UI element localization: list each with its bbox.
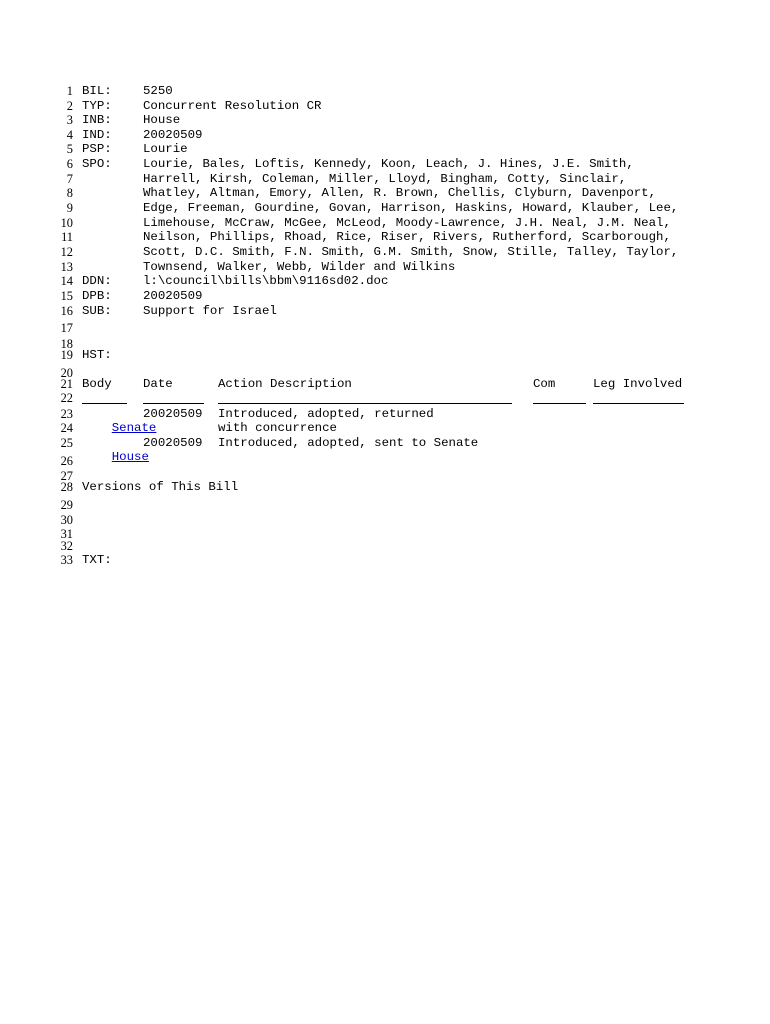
line-number: 6 — [66, 157, 73, 171]
history-label: HST: — [82, 348, 112, 362]
line-number: 31 — [60, 527, 73, 541]
line-number: 23 — [60, 407, 73, 421]
line-number: 25 — [60, 436, 73, 450]
field-key-typ: TYP: — [82, 99, 112, 113]
line-number: 27 — [60, 469, 73, 483]
line-number: 18 — [60, 337, 73, 351]
sponsor-line: Scott, D.C. Smith, F.N. Smith, G.M. Smith, Snow, Stille, Talley, Taylor, — [143, 245, 679, 259]
field-key-inb: INB: — [82, 113, 112, 127]
header-rule — [143, 403, 204, 404]
field-value-typ: Concurrent Resolution CR — [143, 99, 322, 113]
field-value-dpb: 20020509 — [143, 289, 203, 303]
line-number: 14 — [60, 274, 73, 288]
field-key-psp: PSP: — [82, 142, 112, 156]
line-number: 17 — [60, 321, 73, 335]
header-rule — [533, 403, 586, 404]
line-number: 13 — [60, 260, 73, 274]
field-value-ddn: l:\council\bills\bbm\9116sd02.doc — [143, 274, 389, 288]
field-key-dpb: DPB: — [82, 289, 112, 303]
field-value-bil: 5250 — [143, 84, 173, 98]
line-number: 8 — [66, 186, 73, 200]
line-number: 26 — [60, 454, 73, 468]
line-number: 33 — [60, 553, 73, 567]
row-date: 20020509 — [143, 436, 203, 450]
field-key-ddn: DDN: — [82, 274, 112, 288]
field-key-ind: IND: — [82, 128, 112, 142]
line-number: 10 — [60, 216, 73, 230]
body-link-house[interactable]: House — [111, 450, 149, 464]
line-number: 32 — [60, 539, 73, 553]
sponsor-line: Edge, Freeman, Gourdine, Govan, Harrison, Haskins, Howard, Klauber, Lee, — [143, 201, 679, 215]
field-value-inb: House — [143, 113, 181, 127]
line-number: 2 — [66, 99, 73, 113]
line-number: 19 — [60, 348, 73, 362]
row-date: 20020509 — [143, 407, 203, 421]
sponsor-line: Whatley, Altman, Emory, Allen, R. Brown, Chellis, Clyburn, Davenport, — [143, 186, 657, 200]
line-number: 4 — [66, 128, 73, 142]
line-number: 28 — [60, 480, 73, 494]
line-number: 30 — [60, 513, 73, 527]
line-number: 22 — [60, 391, 73, 405]
versions-heading: Versions of This Bill — [82, 480, 239, 494]
sponsor-line: Harrell, Kirsh, Coleman, Miller, Lloyd, Bingham, Cotty, Sinclair, — [143, 172, 627, 186]
field-value-sub: Support for Israel — [143, 304, 277, 318]
line-number: 16 — [60, 304, 73, 318]
line-number: 7 — [66, 172, 73, 186]
row-action-continued: with concurrence — [218, 421, 337, 435]
line-number: 20 — [60, 366, 73, 380]
header-com: Com — [533, 377, 556, 391]
line-number: 15 — [60, 289, 73, 303]
field-key-sub: SUB: — [82, 304, 112, 318]
line-number: 9 — [66, 201, 73, 215]
line-number: 5 — [66, 142, 73, 156]
header-date: Date — [143, 377, 173, 391]
line-number: 3 — [66, 113, 73, 127]
header-leg-involved: Leg Involved — [593, 377, 683, 391]
header-rule — [218, 403, 512, 404]
sponsor-line: Limehouse, McCraw, McGee, McLeod, Moody-Lawrence, J.H. Neal, J.M. Neal, — [143, 216, 671, 230]
header-rule — [82, 403, 127, 404]
sponsor-line: Townsend, Walker, Webb, Wilder and Wilkins — [143, 260, 456, 274]
field-key-bil: BIL: — [82, 84, 112, 98]
line-number: 21 — [60, 377, 73, 391]
field-key-spo: SPO: — [82, 157, 112, 171]
row-action: Introduced, adopted, sent to Senate — [218, 436, 479, 450]
header-body: Body — [82, 377, 112, 391]
table-row — [82, 436, 149, 478]
header-action: Action Description — [218, 377, 352, 391]
line-number: 29 — [60, 498, 73, 512]
line-number: 12 — [60, 245, 73, 259]
field-value-psp: Lourie — [143, 142, 188, 156]
sponsor-line: Lourie, Bales, Loftis, Kennedy, Koon, Leach, J. Hines, J.E. Smith, — [143, 157, 634, 171]
header-rule — [593, 403, 684, 404]
field-value-ind: 20020509 — [143, 128, 203, 142]
line-number: 24 — [60, 421, 73, 435]
body-link-senate[interactable]: Senate — [111, 421, 157, 435]
text-label: TXT: — [82, 553, 112, 567]
row-action: Introduced, adopted, returned — [218, 407, 434, 421]
sponsor-line: Neilson, Phillips, Rhoad, Rice, Riser, Rivers, Rutherford, Scarborough, — [143, 230, 671, 244]
line-number: 1 — [66, 84, 73, 98]
line-number: 11 — [61, 230, 73, 244]
